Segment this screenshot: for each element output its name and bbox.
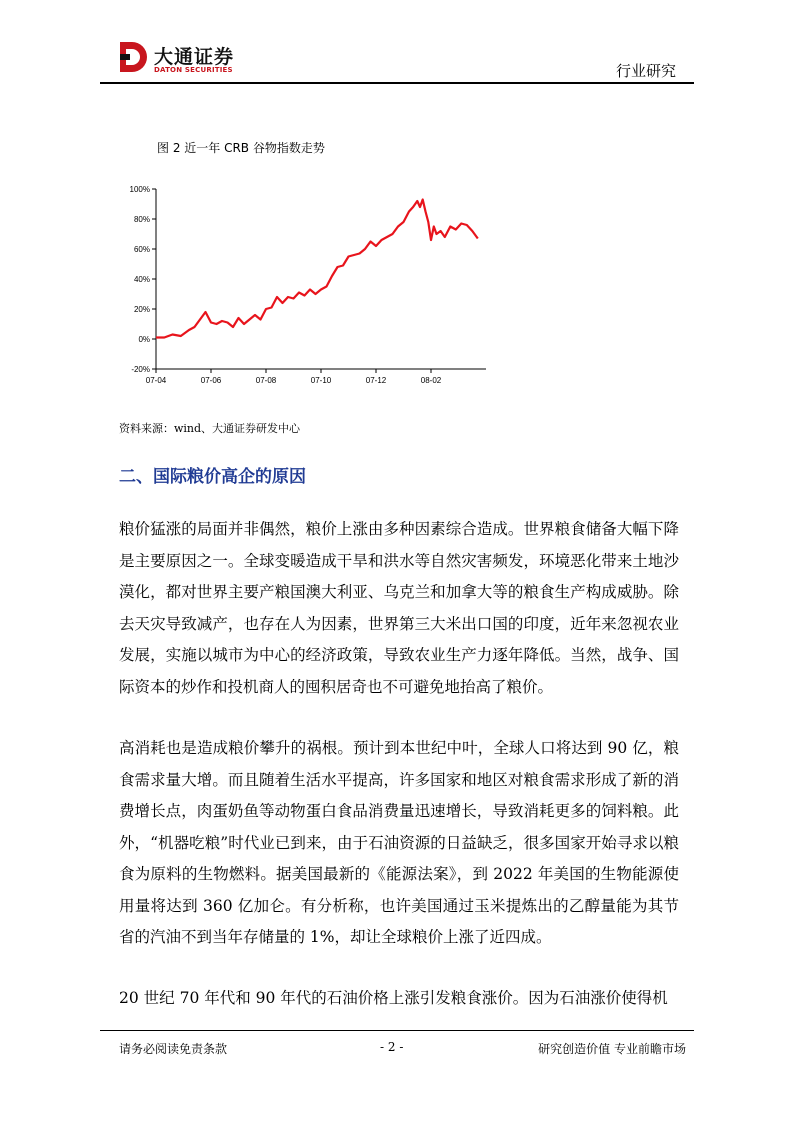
x-tick-label: 07-10 (310, 376, 332, 385)
figure-source: 资料来源：wind、大通证券研发中心 (119, 422, 301, 435)
section-title: 二、国际粮价高企的原因 (119, 467, 306, 487)
report-type: 行业研究 (615, 62, 676, 80)
y-tick-label: -20% (131, 365, 150, 374)
x-tick-label: 07-04 (145, 376, 167, 385)
paragraph-3: 20 世纪 70 年代和 90 年代的石油价格上涨引发粮食涨价。因为石油涨价使得机 (119, 989, 668, 1007)
logo-mark-icon (118, 40, 150, 74)
y-tick-label: 0% (138, 335, 150, 344)
y-tick-label: 60% (133, 245, 150, 254)
logo-text-en: DATON SECURITIES (154, 66, 233, 74)
figure-caption: 图 2 近一年 CRB 谷物指数走势 (157, 141, 325, 155)
x-tick-label: 08-02 (420, 376, 442, 385)
y-tick-label: 80% (133, 215, 150, 224)
footer-divider (100, 1030, 694, 1031)
header-divider (100, 82, 694, 84)
page-number: - 2 - (380, 1040, 404, 1054)
crb-grain-index-chart (112, 176, 502, 396)
y-tick-label: 100% (129, 185, 150, 194)
x-tick-label: 07-08 (255, 376, 277, 385)
y-tick-label: 20% (133, 305, 150, 314)
x-tick-label: 07-06 (200, 376, 222, 385)
paragraph-2: 高消耗也是造成粮价攀升的祸根。预计到本世纪中叶，全球人口将达到 90 亿，粮食需求量大增。而且随着生活水平提高，许多国家和地区对粮食需求形成了新的消费增长点，肉蛋奶鱼等动物蛋白食品消费量迅速增长，导致消耗更多的饲料粮。此外，“机器吃粮”时代业已到来，由于石油资源的日益缺乏，很多国家开始寻求以粮食为原料的生物燃料。据美国最新的《能源法案》，到 2022 年美国的生物能源使用量将达到 360 亿加仑。有分析称，也许美国通过玉米提炼出的乙醇量能为其节省的汽油不到当年存储量的 1%，却让全球粮价上涨了近四成。 (119, 739, 679, 946)
x-tick-label: 07-12 (365, 376, 387, 385)
paragraph-1: 粮价猛涨的局面并非偶然，粮价上涨由多种因素综合造成。世界粮食储备大幅下降是主要原因之一。全球变暖造成干旱和洪水等自然灾害频发，环境恶化带来土地沙漠化，都对世界主要产粮国澳大利亚、乌克兰和加拿大等的粮食生产构成威胁。除去天灾导致减产，也存在人为因素，世界第三大米出口国的印度，近年来忽视农业发展，实施以城市为中心的经济政策，导致农业生产力逐年降低。当然，战争、国际资本的炒作和投机商人的囤积居奇也不可避免地抬高了粮价。 (119, 520, 679, 696)
footer-disclaimer: 请务必阅读免责条款 (119, 1042, 228, 1056)
series-line (156, 200, 478, 338)
y-tick-label: 40% (133, 275, 150, 284)
footer-slogan: 研究创造价值 专业前瞻市场 (538, 1042, 686, 1056)
logo-text-cn: 大通证券 (154, 46, 235, 68)
company-logo (118, 40, 248, 80)
